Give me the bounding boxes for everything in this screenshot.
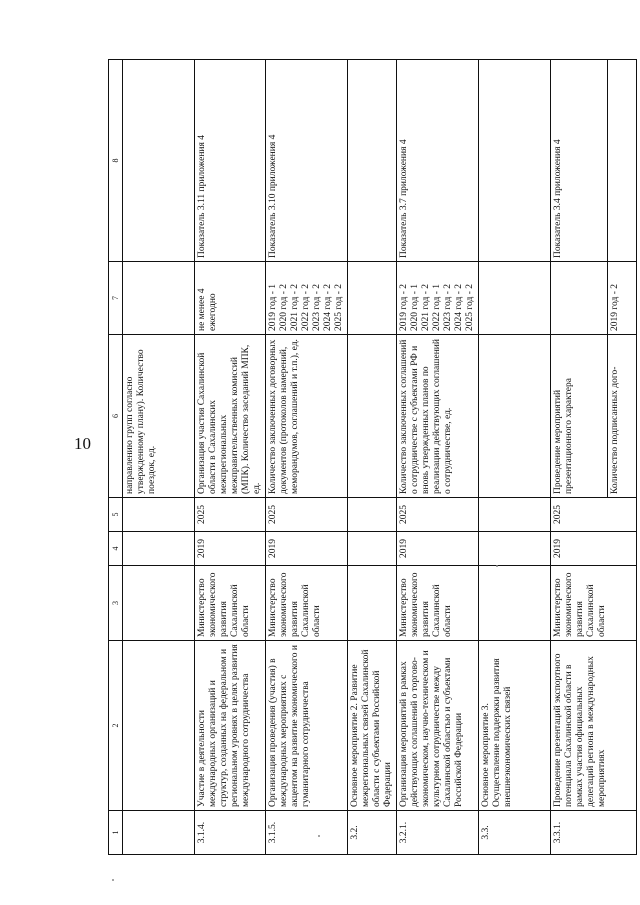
activity-name — [123, 641, 195, 811]
table-row — [551, 60, 637, 855]
executor: Министерство экономического развития Сахалинской области — [195, 566, 266, 641]
target-values: 2019 год - 2 — [607, 262, 623, 334]
indicator-ref: Показатель 3.4 приложения 4 — [553, 139, 563, 258]
row-number — [123, 811, 195, 855]
start-year: 2019 — [195, 532, 266, 566]
end-year — [348, 498, 397, 532]
expected-result-cell — [551, 335, 637, 498]
target-values-cell — [551, 262, 637, 335]
row-number: 3.1.5. — [266, 811, 348, 855]
target-values: 2019 год - 1 2020 год - 2 2021 год - 2 2022 год - 2 2023 год - 2 2024 год - 2 2025 год - 2 — [266, 262, 348, 335]
header-cell-8: 8 — [109, 60, 123, 262]
start-year — [479, 532, 551, 566]
expected-result — [348, 335, 397, 498]
expected-result: Количество подписанных дого- — [607, 335, 623, 497]
target-values — [123, 262, 195, 335]
scan-speck — [112, 879, 114, 881]
end-year: 2025 — [195, 498, 266, 532]
activity-name: Проведение презентаций экспортного потенциала Сахалинской области в рамках участия официальных делегаций региона в международных мероприятиях — [551, 641, 637, 811]
scan-speck — [496, 565, 498, 567]
end-year: 2025 — [551, 498, 637, 532]
end-year: 2025 — [266, 498, 348, 532]
end-year — [479, 498, 551, 532]
indicator-ref — [348, 60, 397, 262]
table-body — [109, 60, 637, 855]
indicator-ref-cell — [551, 60, 637, 262]
table-row — [397, 60, 479, 855]
scan-speck — [318, 835, 320, 837]
start-year: 2019 — [551, 532, 637, 566]
indicator-ref: Показатель 3.7 приложения 4 — [397, 60, 479, 262]
activity-name: Основное мероприятие 3. Осуществление поддержки развития внешнеэкономических связей — [479, 641, 551, 811]
activity-name: Участие в деятельности международных организаций и структур, созданных на федеральном и региональном уровнях в целях развития международного сотрудничества — [195, 641, 266, 811]
header-cell-4: 4 — [109, 532, 123, 566]
header-cell-1: 1 — [109, 811, 123, 855]
table-row — [195, 60, 266, 855]
executor: Министерство экономического развития Сахалинской области — [266, 566, 348, 641]
executor — [479, 566, 551, 641]
page-number: 10 — [74, 434, 91, 453]
executor: Министерство экономического развития Сахалинской области — [551, 566, 637, 641]
header-row — [109, 60, 123, 855]
start-year — [123, 532, 195, 566]
row-number: 3.3. — [479, 811, 551, 855]
activity-name: Организация мероприятий в рамках действующих соглашений о торгово-экономическом, научно-техническом и культурном сотрудничестве между Сахалинской областью и субъектами Российской Федерации — [397, 641, 479, 811]
header-cell-5: 5 — [109, 498, 123, 532]
start-year: 2019 — [266, 532, 348, 566]
executor — [123, 566, 195, 641]
indicator-ref — [479, 60, 551, 262]
table-row — [479, 60, 551, 855]
activity-name: Основное мероприятие 2. Развитие межрегиональных связей Сахалинской области с субъектами Российской Федерации — [348, 641, 397, 811]
target-values: 2019 год - 2 2020 год - 1 2021 год - 2 2022 год - 1 2023 год - 2 2024 год - 2 2025 год - 2 — [397, 262, 479, 335]
indicator-ref — [123, 60, 195, 262]
target-values — [348, 262, 397, 335]
header-cell-7: 7 — [109, 262, 123, 335]
header-cell-6: 6 — [109, 335, 123, 498]
expected-result: Организация участия Сахалинской области в Сахалинских межпрегиональных межправительственных комиссий (МПК). Количество заседаний МПК, ед. — [195, 335, 266, 498]
table-row — [123, 60, 195, 855]
header-cell-2: 2 — [109, 641, 123, 811]
end-year: 2025 — [397, 498, 479, 532]
row-number: 3.2. — [348, 811, 397, 855]
indicator-ref — [607, 60, 612, 261]
row-number: 3.3.1. — [551, 811, 637, 855]
start-year — [348, 532, 397, 566]
end-year — [123, 498, 195, 532]
row-number: 3.1.4. — [195, 811, 266, 855]
expected-result: направлению групп согласно утвержденному плану). Количество поездок, ед. — [123, 335, 195, 498]
executor — [348, 566, 397, 641]
row-number: 3.2.1. — [397, 811, 479, 855]
rotated-table-container — [108, 60, 620, 855]
target-values — [551, 262, 607, 334]
indicator-ref: Показатель 3.11 приложения 4 — [195, 60, 266, 262]
target-values: не менее 4 ежегодно — [195, 262, 266, 335]
header-cell-3: 3 — [109, 566, 123, 641]
expected-result: Количество заключенных соглашений о сотрудничестве с субъектами РФ и вновь утвержденных планов по реализации действующих соглашений о сотрудничестве, ед. — [397, 335, 479, 498]
indicator-ref: Показатель 3.10 приложения 4 — [266, 60, 348, 262]
target-values — [479, 262, 551, 335]
activity-name: Организация проведения (участия) в международных мероприятиях с акцентом на развитие экономического и гуманитарного сотрудничества — [266, 641, 348, 811]
table-row — [266, 60, 348, 855]
table-row — [348, 60, 397, 855]
start-year: 2019 — [397, 532, 479, 566]
expected-result: Количество заключенных договорных документов (протоколов намерений, меморандумов, соглашений и т.п.), ед. — [266, 335, 348, 498]
executor: Министерство экономического развития Сахалинской области — [397, 566, 479, 641]
expected-result: Проведение мероприятий презентационного характера — [553, 378, 574, 494]
program-table — [108, 59, 637, 855]
expected-result — [479, 335, 551, 498]
